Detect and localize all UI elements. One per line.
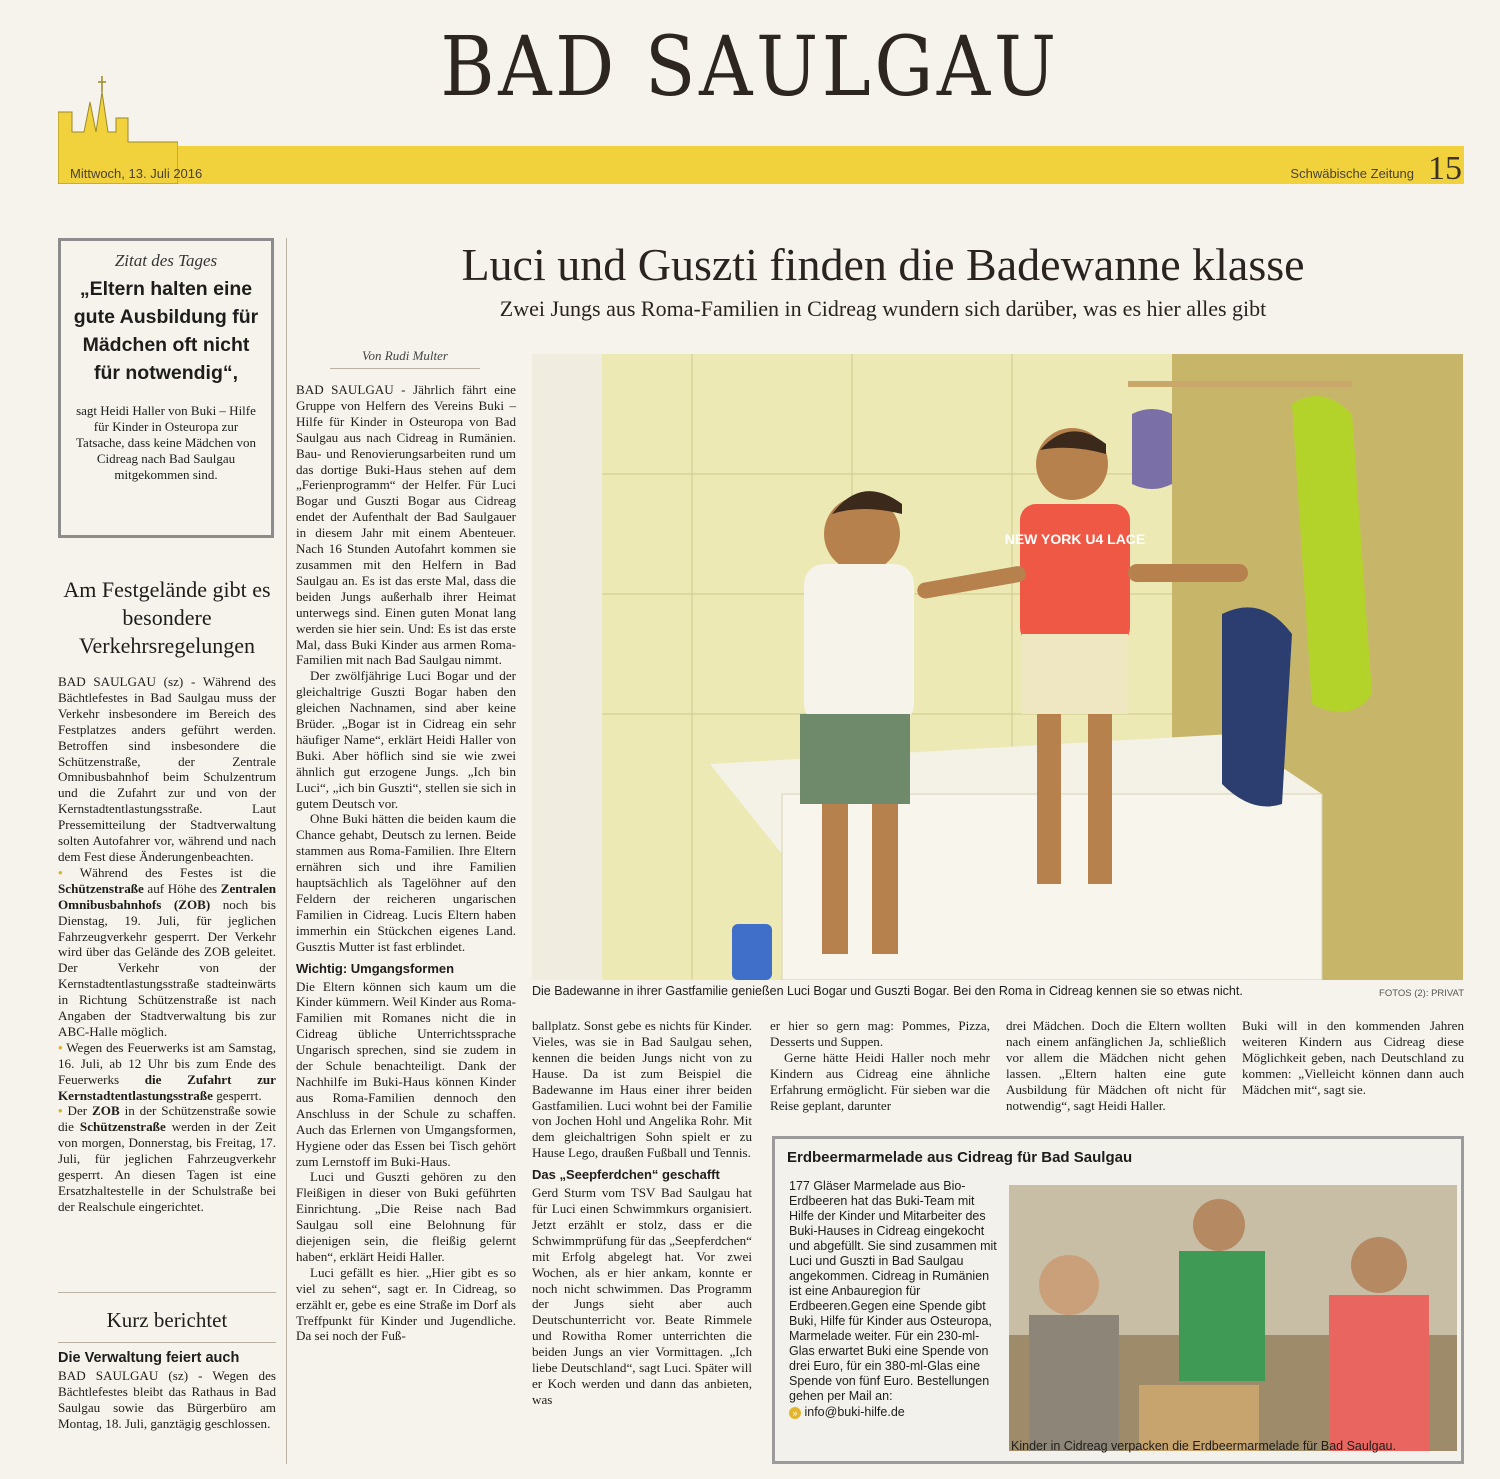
jam-info-box bbox=[772, 1136, 1464, 1464]
bathroom-illustration bbox=[532, 354, 1463, 980]
fest-body: BAD SAULGAU (sz) - Während des Bächtlefestes in Bad Saulgau muss der Verkehr insbesondere im Bereich des Festplatzes anders geführt werden. Betroffen sind insbesondere die Schützenstraße, der Zentrale Omnibusbahnhof beim Schulzentrum und die Zufahrt zur und von der Kernstadtentlastungsstraße. Laut Pressemitteilung der Stadtverwaltung solten Autofahrer vor, während und nach dem Fest diese Änderungenbeachten. • Während des Festes ist die Schützenstraße auf Höhe des Zentralen Omnibusbahnhofs (ZOB) noch bis Dienstag, 19. Juli, für jeglichen Fahrzeugverkehr gesperrt. Der Verkehr wird über das Gelände des ZOB geleitet. Der Verkehr von der Kernstadtentlastungsstraße stadteinwärts in Richtung Schützenstraße ist nach Angaben der Stadtverwaltung bis zur ABC-Halle möglich. • Wegen des Feuerwerks ist am Samstag, 16. Juli, ab 12 Uhr bis zum Ende des Feuerwerks die Zufahrt zur Kernstadtentlastungsstraße gesperrt. • Der ZOB in der Schützenstraße sowie die Schützenstraße werden in der Zeit von morgen, Donnerstag, bis Freitag, 17. Juli, für jeglichen Fahrzeugverkehr gesperrt. An diesen Tagen ist eine Ersatzhaltestelle in der Schulstraße bei der Realschule eingerichtet. bbox=[58, 674, 277, 1214]
quote-text: „Eltern halten eine gute Ausbildung für Mädchen oft nicht für notwendig“, bbox=[73, 278, 259, 384]
quote-of-the-day bbox=[58, 238, 274, 538]
quote-attribution: sagt Heidi Haller von Buki – Hilfe für Kinder in Osteuropa zur Tatsache, dass keine Mädchen von Cidreag nach Bad Saulgau mitgekommen sind. bbox=[76, 403, 256, 482]
bullet-icon: • bbox=[58, 1039, 63, 1055]
article-headline: Luci und Guszti finden die Badewanne klasse bbox=[461, 239, 1305, 290]
article-column-2: ballplatz. Sonst gebe es nichts für Kinder. Vieles, was sie in Bad Saulgau sehen, kennen die beiden Jungs nicht von zu Hause. Da ist zum Beispiel die Badewanne im Haus einer ihrer beiden Gastfamilien. Luci wohnt bei der Familie von Jochen Hohl und Angelika Rohr. Mit dem gleichaltrigen Sohn spielt er zu Hause Lego, draußen Fußball und Tennis. Das „Seepferdchen“ geschafft Gerd Sturm vom TSV Bad Saulgau hat für Luci einen Schwimmkurs organisiert. Jetzt erzählt er stolz, dass er die Schwimmprüfung für das „Seepferdchen“ mit Erfolg abgelegt hat. Vor zwei Wochen, als er hier ankam, konnte er noch nicht schwimmen. Das Programm der Jungs sieht aber auch Deutschunterricht vor. Beate Rimmele und Rowitha Romer unterrichten die beiden Jungs an vier Vormittagen. „Ich liebe Deutschland“, sagt Luci. Später will er Koch werden und dann das anbieten, was bbox=[532, 1018, 752, 1407]
kurz-headline: Die Verwaltung feiert auch bbox=[58, 1350, 240, 1366]
children-illustration bbox=[1009, 1185, 1457, 1451]
divider bbox=[58, 1342, 276, 1343]
box-title: Erdbeermarmelade aus Cidreag für Bad Saulgau bbox=[787, 1149, 1133, 1166]
bullet-icon: • bbox=[58, 864, 63, 880]
article-column-3: er hier so gern mag: Pommes, Pizza, Desserts und Suppen. Gerne hätte Heidi Haller noch mehr Kindern aus Cidreag eine ähnliche Erfahrung ermöglicht. Für sieben war die Reise geplant, darunter bbox=[770, 1018, 990, 1113]
photo-caption: Die Badewanne in ihrer Gastfamilie genießen Luci Bogar und Guszti Bogar. Bei den Roma in Cidreag kennen sie so etwas nicht. bbox=[532, 984, 1243, 998]
newspaper-name: Schwäbische Zeitung bbox=[1290, 166, 1414, 181]
column-divider bbox=[286, 238, 287, 1464]
photo-credit: FOTOS (2): PRIVAT bbox=[1379, 988, 1464, 999]
fest-headline: Am Festgelände gibt es besondere Verkehrsregelungen bbox=[63, 577, 271, 658]
jam-photo bbox=[1009, 1185, 1457, 1451]
bullet-icon: • bbox=[58, 1103, 63, 1119]
fest-article bbox=[58, 576, 276, 1215]
subheading: Wichtig: Umgangsformen bbox=[296, 960, 455, 976]
quote-label: Zitat des Tages bbox=[114, 251, 218, 270]
divider bbox=[58, 1292, 276, 1293]
issue-date: Mittwoch, 13. Juli 2016 bbox=[70, 166, 203, 181]
shirt-print: NEW YORK U4 LACE bbox=[1004, 531, 1146, 547]
email-link[interactable]: info@buki-hilfe.de bbox=[804, 1405, 905, 1419]
kurz-article bbox=[58, 1306, 276, 1432]
article-dateline: BAD SAULGAU - bbox=[296, 382, 414, 397]
box-body: 177 Gläser Marmelade aus Bio-Erdbeeren hat das Buki-Team mit Hilfe der Kinder und Mitarbeiter des Buki-Hauses in Cidreag eingekocht und abgefüllt. Sie sind zusammen mit Luci und Guszti in Bad Saulgau angekommen. Cidreag in Rumänien ist eine Anbauregion für Erdbeeren.Gegen eine Spende gibt Buki, Hilfe für Kinder aus Osteuropa, Marmelade weiter. Für ein 230-ml-Glas erwartet Buki eine Spende von drei Euro, für ein 380-ml-Glas eine Spende von fünf Euro. Bestellungen gehen per Mail an: » info@buki-hilfe.de bbox=[789, 1179, 997, 1419]
kurz-body: BAD SAULGAU (sz) - Wegen des Bächtlefestes bleibt das Rathaus in Bad Saulgau sowie das Bürgerbüro am Montag, 18. Juli, ganztägig geschlossen. bbox=[58, 1368, 276, 1431]
masthead-title: BAD SAULGAU bbox=[440, 20, 1060, 115]
kurz-label: Kurz berichtet bbox=[106, 1308, 228, 1332]
masthead-bar bbox=[58, 146, 1464, 184]
article-column-4: drei Mädchen. Doch die Eltern wollten nach einem anfänglichen Ja, schließlich vor allem die Mädchen nicht gehen lassen. „Eltern halten eine gute Ausbildung für Mädchen oft nicht für notwendig“, sagt Heidi Haller. bbox=[1006, 1018, 1226, 1113]
bathtub-photo bbox=[532, 354, 1463, 980]
page-number: 15 bbox=[1428, 150, 1462, 187]
article-subheadline: Zwei Jungs aus Roma-Familien in Cidreag wundern sich darüber, was es hier alles gibt bbox=[499, 296, 1267, 321]
article-column-5: Buki will in den kommenden Jahren weiteren Kindern aus Cidreag diese Möglichkeit geben, nach Deutschland zu kommen: „Vielleicht können dann auch Mädchen mit“, sagt sie. bbox=[1242, 1018, 1464, 1097]
article-column-1: BAD SAULGAU - Jährlich fährt eine Gruppe von Helfern des Vereins Buki – Hilfe für Kinder in Osteuropa von Bad Saulgau aus nach Cidreag in Rumänien. Bau- und Renovierungsarbeiten rund um das dortige Buki-Haus stehen auf dem „Ferienprogramm“ der Helfer. Für Luci Bogar und Guszti Bogar aus Cidreag endet der Aufenthalt der Bad Saulgauer in diesem Jahr mit einem Abenteuer. Nach 16 Stunden Autofahrt kommen sie zusammen mit den Helfern in Bad Saulgau an. Es ist das erste Mal, dass die beiden Jungs außerhalb ihrer Heimat unterwegs sind. Einen guten Monat lang werden sie hier sein. Und: Es ist das erste Mal, dass Buki Kinder aus armen Roma-Familien mit nach Bad Saulgau nimmt. Der zwölfjährige Luci Bogar und der gleichaltrige Guszti Bogar haben den gleichen Nachnamen, sind aber keine Brüder. „Bogar ist in Cidreag ein sehr häufiger Name“, erklärt Heidi Haller von Buki. Aber höflich sind sie wie zwei ähnlich gut erzogene Jungs. „Ich bin Luci“, „ich bin Guszti“, stellen sie sich in gutem Deutsch vor. Ohne Buki hätten die beiden kaum die Chance gehabt, Deutsch zu lernen. Beide stammen aus Roma-Familien. Ihre Eltern ernähren sich und ihre Familien hauptsächlich als Tagelöhner auf den Feldern der reicheren ungarischen Familien in Cidreag. Lucis Eltern haben immerhin ein Stückchen eigenes Land. Gusztis Mutter ist fast erblindet. Wichtig: Umgangsformen Die Eltern können sich kaum um die Kinder kümmern. Weil Kinder aus Roma-Familien mit Romanes nicht die in Cidreag übliche Unterrichtssprache Ungarisch sprechen, sind sie zudem in der Schule benachteiligt. Dank der Nachhilfe im Buki-Haus können Kinder aus Roma-Familien dennoch den Anschluss in der Schule zu schaffen. Auch das Erlernen von Umgangsformen, Hygiene oder das Essen bei Tisch gehört zum Lernstoff im Buki-Haus. Luci und Guszti gehören zu den Fleißigen in dieser von Buki geführten Einrichtung. „Die Reise nach Bad Saulgau soll eine Belohnung für diejenigen sein, die fleißig gelernt haben“, erklärt Heidi Haller. Luci gefällt es hier. „Hier gibt es so viel zu sehen“, sagt er. In Cidreag, so erzählt er, gebe es eine Straße im Dorf als Treffpunkt für Kinder und Jugendliche. Da sei noch der Fuß- bbox=[296, 382, 516, 1344]
subheading: Das „Seepferdchen“ geschafft bbox=[532, 1167, 720, 1183]
email-icon: » bbox=[789, 1407, 801, 1419]
byline: Von Rudi Multer bbox=[362, 348, 448, 363]
divider bbox=[330, 368, 480, 369]
box-photo-caption: Kinder in Cidreag verpacken die Erdbeermarmelade für Bad Saulgau. bbox=[1011, 1439, 1396, 1453]
fest-dateline: BAD SAULGAU (sz) - bbox=[58, 674, 203, 689]
